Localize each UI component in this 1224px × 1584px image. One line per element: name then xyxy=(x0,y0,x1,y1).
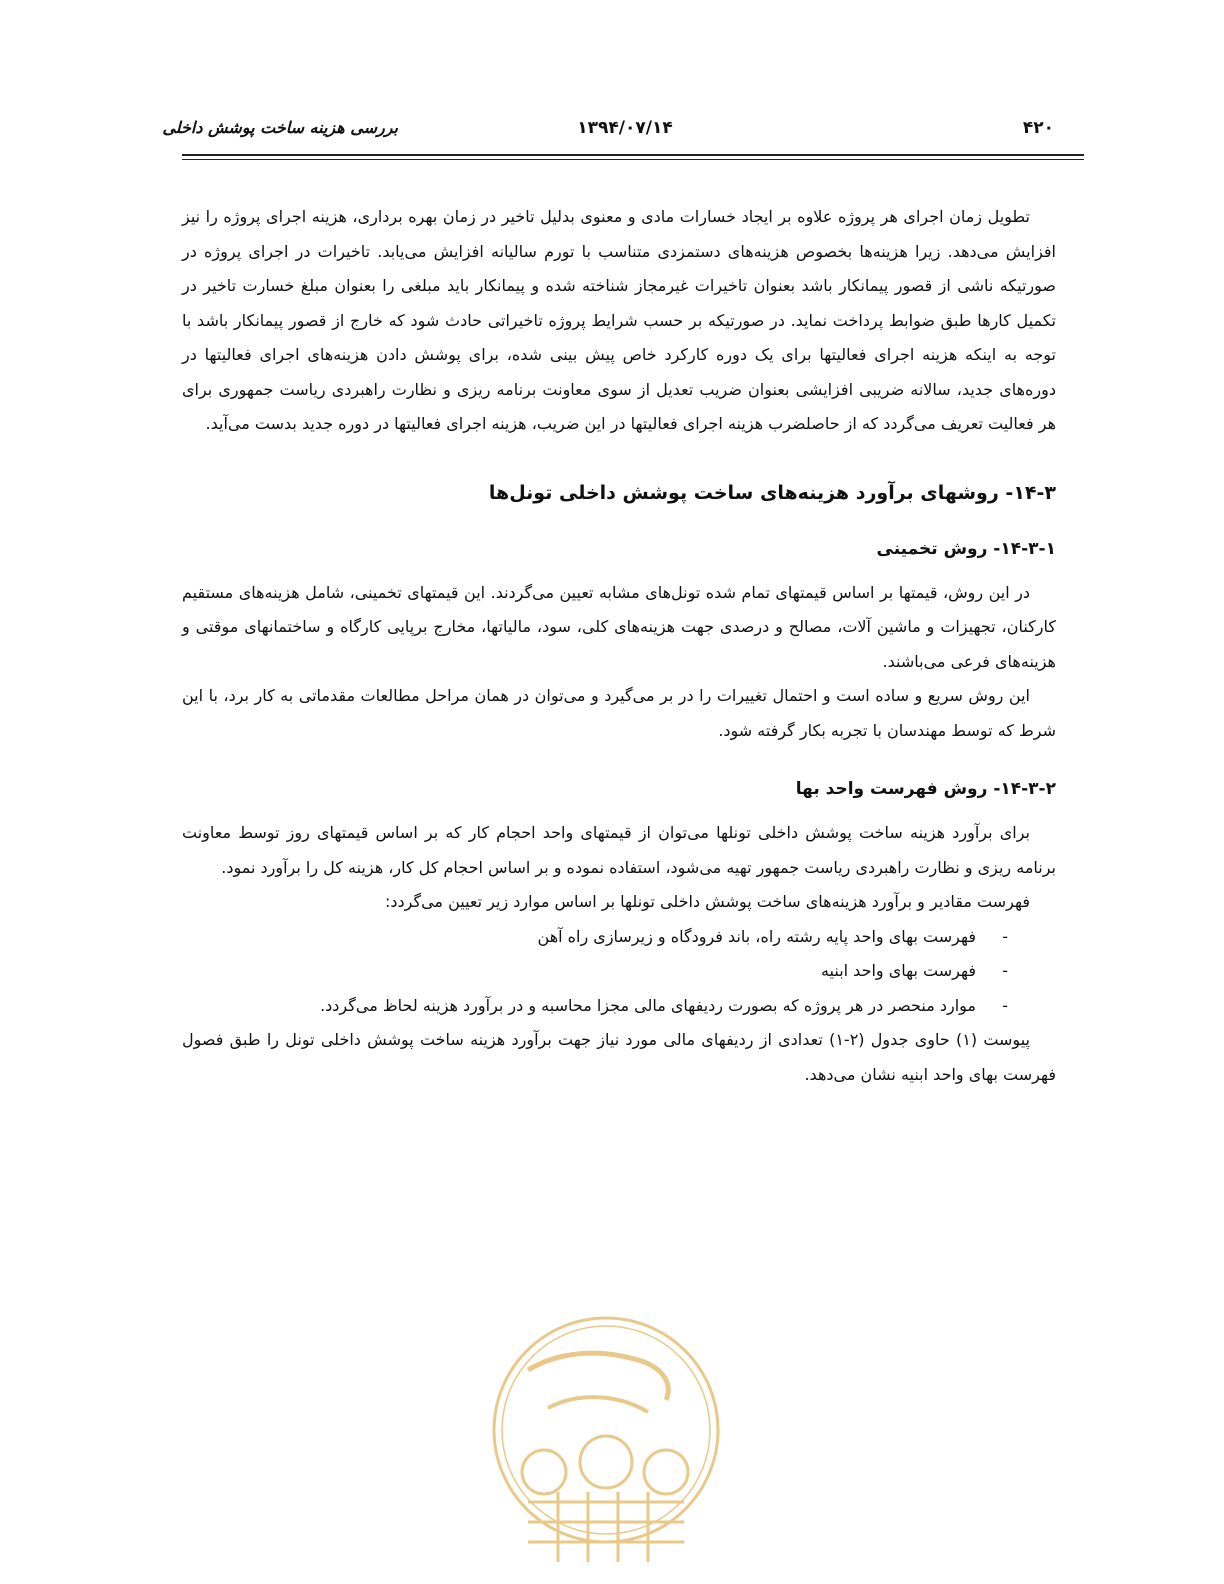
list-item-text: موارد منحصر در هر پروژه که بصورت ردیفهای مالی مجزا محاسبه و در برآورد هزینه لحاظ می‌گردد. xyxy=(320,995,976,1015)
seal-graphic xyxy=(488,1312,724,1584)
list-item xyxy=(182,920,1008,955)
list-item-text: فهرست بهای واحد ابنیه xyxy=(820,961,976,980)
subsection-heading-unit-price: ۱۴-۳-۲- روش فهرست واحد بها xyxy=(795,779,1056,799)
running-header-title: بررسی هزینه ساخت پوشش داخلی xyxy=(162,118,398,137)
page-number: ۴۲۰ xyxy=(1022,118,1054,138)
bullet-dash: - xyxy=(1002,926,1008,946)
subsection-heading-estimation: ۱۴-۳-۱- روش تخمینی xyxy=(876,538,1056,559)
list-lead-text: فهرست مقادیر و برآورد هزینه‌های ساخت پوشش داخلی تونلها بر اساس موارد زیر تعیین می‌گردد: xyxy=(384,892,1030,911)
bullet-list xyxy=(182,920,1056,1024)
running-header-date: ۱۳۹۴/۰۷/۱۴ xyxy=(577,118,673,138)
body-content xyxy=(182,200,1056,1092)
list-item xyxy=(182,989,1008,1024)
header-rule-thick xyxy=(182,154,1084,156)
appendix-paragraph: پیوست (۱) حاوی جدول (۲-۱) تعدادی از ردیفهای مالی مورد نیاز جهت برآورد هزینه ساخت پوشش داخلی تونل را طبق فصول فهرست بهای واحد ابنیه نشان می‌دهد. xyxy=(182,1030,1056,1084)
watermark-seal-logo xyxy=(488,1312,724,1584)
list-item-text: فهرست بهای واحد پایه رشته راه، باند فرودگاه و زیرسازی راه آهن xyxy=(537,926,976,946)
header-rule-thin xyxy=(182,159,1084,160)
bullet-dash: - xyxy=(1002,961,1008,980)
section-heading: ۱۴-۳- روشهای برآورد هزینه‌های ساخت پوشش داخلی تونل‌ها xyxy=(488,481,1056,504)
list-item xyxy=(182,954,1008,989)
bullet-dash: - xyxy=(1002,995,1008,1015)
estimation-paragraph-1: در این روش، قیمتها بر اساس قیمتهای تمام شده تونل‌های مشابه تعیین می‌گردند. این قیمتهای تخمینی، شامل هزینه‌های مستقیم کارکنان، تجهیزات و ماشین آلات، مصالح و درصدی جهت هزینه‌های کلی، سود، مالیاتها، مخارج برپایی کارگاه و ساختمانهای موقتی و هزینه‌های فرعی می‌باشند. xyxy=(182,582,1056,671)
estimation-paragraph-2: این روش سریع و ساده است و احتمال تغییرات را در بر می‌گیرد و می‌توان در همان مراحل مطالعات مقدماتی به کار برد، با این شرط که توسط مهندسان با تجربه بکار گرفته شود. xyxy=(182,686,1056,740)
intro-paragraph: تطویل زمان اجرای هر پروژه علاوه بر ایجاد خسارات مادی و معنوی بدلیل تاخیر در زمان بهره برداری، هزینه اجرای پروژه را نیز افزایش می‌دهد. زیرا هزینه‌ها بخصوص هزینه‌های دستمزدی متناسب با تورم سالیانه افزایش می‌یابد. تاخیرات در اجرای پروژه در صورتیکه ناشی از قصور پیمانکار باشد بعنوان تاخیرات غیرمجاز شناخته شده و پیمانکار باید مبلغی را بعنوان مبلغ خسارت تاخیر در تکمیل کارها طبق ضوابط پرداخت نماید. در صورتیکه بر حسب شرایط پروژه تاخیراتی حادث شود که خارج از قصور پیمانکار باشد با توجه به اینکه هزینه اجرای فعالیتها برای یک دوره کارکرد خاص پیش بینی شده، برای پوشش دادن هزینه‌های اجرای فعالیتها در دوره‌های جدید، سالانه ضریبی افزایشی بعنوان ضریب تعدیل از سوی معاونت برنامه ریزی و نظارت راهبردی ریاست جمهوری برای هر فعالیت تعریف می‌گردد که از حاصلضرب هزینه اجرای فعالیتها در این ضریب، هزینه اجرای فعالیتها در دوره جدید بدست می‌آید. xyxy=(182,207,1056,433)
unit-price-paragraph-1: برای برآورد هزینه ساخت پوشش داخلی تونلها می‌توان از قیمتهای واحد احجام کار که بر اساس قیمتهای روز توسط معاونت برنامه ریزی و نظارت راهبردی ریاست جمهور تهیه می‌شود، استفاده نموده و بر اساس احجام کل کار، هزینه کل را برآورد نمود. xyxy=(182,823,1056,877)
